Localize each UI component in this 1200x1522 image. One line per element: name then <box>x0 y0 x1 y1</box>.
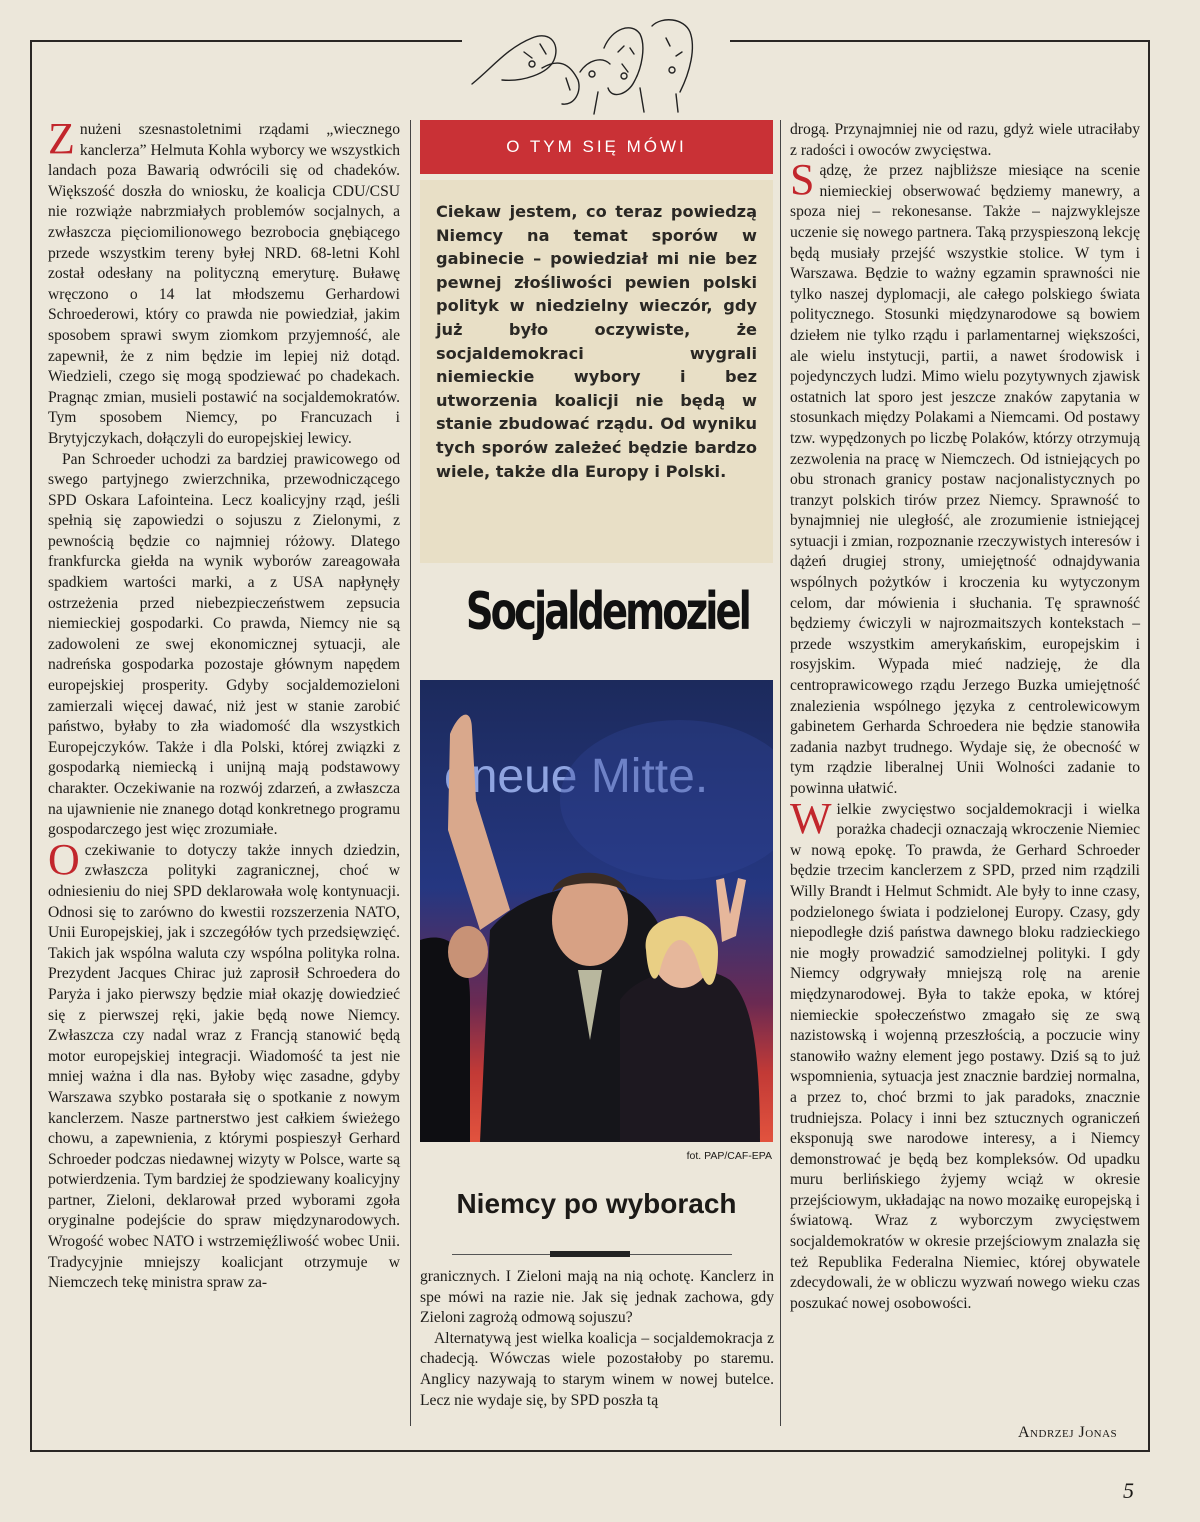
dropcap: W <box>790 793 832 843</box>
column-divider-right <box>780 120 781 1426</box>
pull-quote: Ciekaw jestem, co teraz powiedzą Niemcy na temat sporów w gabinecie – powiedział mi nie bez pewnej złośliwości pewien polski polityk w niedzielny wieczór, gdy już było oczywiste, że socjaldemokraci wygrali niemieckie wybory i bez utworzenia koalicji nie będą w stanie zbudować rządu. Od wyniku tych sporów zależeć będzie bardzo wiele, także dla Europy i Polski. <box>420 180 773 563</box>
divider-rule-accent <box>550 1251 630 1257</box>
paragraph <box>48 114 400 450</box>
dropcap: Z <box>48 114 75 163</box>
photo-illustration <box>420 680 773 1142</box>
election-photo <box>420 680 773 1142</box>
paragraph-text: ielkie zwycięstwo socjaldemokracji i wielka porażka chadecji oznaczają wkroczenie Niemiec w nową epokę. To prawda, że Gerhard Schroeder będzie trzecim kanclerzem z SPD, przed nim rządzili Willy Brandt i Helmut Schmidt. Ale były to inne czasy, podzielonego świata i podzielonej Europy. Czasy, gdy niepodległe dziś państwa dawnego bloku radzieckiego nie mogły prowadzić samodzielnej polityki. I gdy Niemcy odgrywały mniejszą rolę na arenie międzynarodowej. Była to także epoka, w której niemieckie społeczeństwo zmagało się ze swą nazistowską i wojenną przeszłością, a poczucie winy stanowiło ważny element jego postawy. Dziś są to już wspomnienia, sytuacja jest znacznie bardziej normalna, a przez to, choć brzmi to jak paradoks, znacznie trudniejsza. Polacy i inni bez sztucznych ograniczeń eksponują swe narodowe interesy, a i Niemcy demonstrować je będą bez kompleksów. Od upadku muru berlińskiego żyjemy wciąż w okresie przejściowym, układając na nowo mozaikę europejską i światową. Wraz z wyborczym zwycięstwem socjaldemokratów w okresie przejściowym znalazła się też Republika Federalna Niemiec, której obywatele zdecydowali, że w obliczu wyzwań nowego wieku czas poszukać nowej osobowości. <box>790 800 1140 1312</box>
paragraph <box>790 793 1140 1315</box>
paragraph: Pan Schroeder uchodzi za bardziej prawicowego od swego partyjnego zwierzchnika, przewodniczącego SPD Oskara Lafointeina. Lecz koalicyjny rząd, jeśli spełnią się zapowiedzi o sojuszu z Zielonymi, z pewnością będzie co najmniej różowy. Dlatego frankfurcka giełda na wynik wyborów zareagowała spadkiem wartości marki, a z USA napłynęły ostrzeżenia przed niebezpieczeństwem zepsucia niemieckiej gospodarki. Co prawda, Niemcy nie są zadowoleni ze swej ekonomicznej sytuacji, ale nadreńska gospodarka pozostaje głównym napędem europejskiej prosperity. Gdyby socjaldemozieloni zamierzali więcej dawać, niż jest w stanie zarobić państwo, byłaby to zła wiadomość dla wszystkich Europejczyków. Także i dla Polski, której związki z gospodarką niemiecką i unijną mają podstawowy charakter. Oczekiwanie na rozwój zdarzeń, a zwłaszcza na ujawnienie nie znanego dotąd konkretnego programu gospodarczego jest więc zrozumiałe. <box>48 450 400 839</box>
article-column-2 <box>420 1267 774 1427</box>
dropcap: S <box>790 155 815 205</box>
column-divider-left <box>410 120 411 1426</box>
article-headline: Socjaldemoziel <box>465 582 749 642</box>
paragraph: granicznych. I Zieloni mają na nią ochotę. Kanclerz in spe mówi na razie nie. Jak się jednak zachowa, gdy Zieloni zagrożą odmową sojuszu? <box>420 1268 774 1327</box>
paragraph <box>48 834 400 1294</box>
article-column-1 <box>48 114 400 1438</box>
article-subhead: Niemcy po wyborach <box>456 1188 737 1219</box>
page-number: 5 <box>1123 1478 1134 1503</box>
paragraph: drogą. Przynajmniej nie od razu, gdyż wiele utraciłaby z radości i owoców zwycięstwa. <box>790 121 1140 159</box>
paragraph-text: ądzę, że przez najbliższe miesiące na scenie niemieckiej obserwować będziemy manewry, a spoza niej – rekonesanse. Także – najzwyklejsze uczenie się nowego partnera. Taką przyspieszoną lekcję będą musiały przejść wszystkie stolice. W tym i Warszawa. Będzie to ważny egzamin sprawności nie tylko naszej dyplomacji, ale całego polskiego świata politycznego. Stosunki międzynarodowe są bowiem dziełem nie tylko rządu i parlamentarnej większości, ale wielu instytucji, partii, a nawet środowisk i pojedynczych ludzi. Mimo wielu pozytywnych zjawisk ostatnich lat sporo jest jeszcze znaków zapytania w stosunkach między Polakami a Niemcami. Od postawy tzw. wypędzonych po liczbę Polaków, którzy otrzymują zezwolenia na pracę w Niemczech. Od istniejących po obu stronach granicy postaw nacjonalistycznych po tranzyt polskich tirów przez Niemcy. Sprawność to bynajmniej nie uległość, ale zrozumienie istniejącej sytuacji i zmian, rozpoznanie rzeczywistych interesów i dążeń drugiej strony, umiejętność odnajdywania wspólnych pożytków i kroczenia ku wytyczonym celom, dar mówienia i słuchania. Tę sprawność będziemy ćwiczyli w najrozmaitszych kontekstach – przede wszystkim amerykańskim, europejskim i rosyjskim. Wypada mieć nadzieję, że dla centroprawicowego rządu Jerzego Buzka umiejętność znalezienia wspólnego języka z centrolewicowym gabinetem Gerharda Schroedera nie będzie stanowiła zadania nazbyt trudnego. Wydaje się, że obecność w tym rządzie liberalnej Unii Wolności zadanie to powinna ułatwić. <box>790 162 1140 797</box>
paragraph-text: nużeni szesnastoletnimi rządami „wiecznego kanclerza” Helmuta Kohla wyborcy we wszystkich landach poza Bawarią odwrócili się od chadeków. Większość doszła do wniosku, że koalicja CDU/CSU nie rozwiąże nabrzmiałych problemów socjalnych, a zwłaszcza pięciomilionowego bezrobocia gnębiącego przede wszystkim tereny byłej NRD. 68-letni Kohl został odesłany na polityczną emeryturę. Buławę wręczono o 14 lat młodszemu Gerhardowi Schroederowi, który co prawda nie powiedział, jakim sposobem sprawi swym ziomkom przyjemność, ale zapewnił, że z nim będzie im lepiej niż dotąd. Wiedzieli, czego się mogą spodziewać po chadekach. Pragnąc zmian, musieli postawić na socjaldemokratów. Tym sposobem Niemcy, po Francuzach i Brytyjczykach, dołączyli do europejskiej lewicy. <box>48 121 400 447</box>
paragraph <box>790 155 1140 799</box>
banner-text: eneue Mitte. <box>444 750 709 803</box>
paragraph-text: czekiwanie to dotyczy także innych dziedzin, zwłaszcza polityki zagranicznej, choć w odniesieniu do niej SPD deklarowała wolę kontynuacji. Odnosi się to zarówno do kwestii rozszerzenia NATO, Unii Europejskiej, jak i szczegółów tych przedsięwzięć. Takich jak wspólna waluta czy wspólna polityka rolna. Prezydent Jacques Chirac już zaprosił Schroedera do Paryża i jako pierwszy będzie miał okazję dowiedzieć się z pierwszej ręki, jakie będą nowe Niemcy. Zwłaszcza czy nadal wraz z Francją stanowić będą motor europejskiej integracji. Wiadomość ta jest nie mniej ważna i dla nas. Byłoby więc zasadne, gdyby Warszawa szybko postarała się o spotkanie z nowym kanclerzem. Nasze partnerstwo jest całkiem świeżego chowu, a zapewnienia, z którymi pospieszył Gerhard Schroeder podczas niedawnej wizyty w Polsce, warte są potwierdzenia. Tym bardziej że spodziewany koalicyjny partner, Zieloni, deklarował przed wyborami zgoła oryginalne podejście do spraw międzynarodowych. Wrogość wobec NATO i wstrzemięźliwość wobec Unii. Tradycyjnie mniejszy koalicjant otrzymuje w Niemczech tekę ministra spraw za- <box>48 841 400 1292</box>
paragraph: Alternatywą jest wielka koalicja – socjaldemokracja z chadecją. Wówczas wiele pozostałoby po staremu. Anglicy nazywają to starym winem w nowej butelce. Lecz nie wydaje się, by SPD poszła tą <box>420 1329 774 1409</box>
author-signature: Andrzej Jonas <box>1018 1424 1118 1441</box>
dropcap: O <box>48 834 80 884</box>
photo-credit: fot. PAP/CAF-EPA <box>686 1150 772 1162</box>
section-rubric: O TYM SIĘ MÓWI <box>420 120 773 174</box>
article-column-3 <box>790 120 1140 1410</box>
cartoon-faces-logo <box>462 8 730 116</box>
